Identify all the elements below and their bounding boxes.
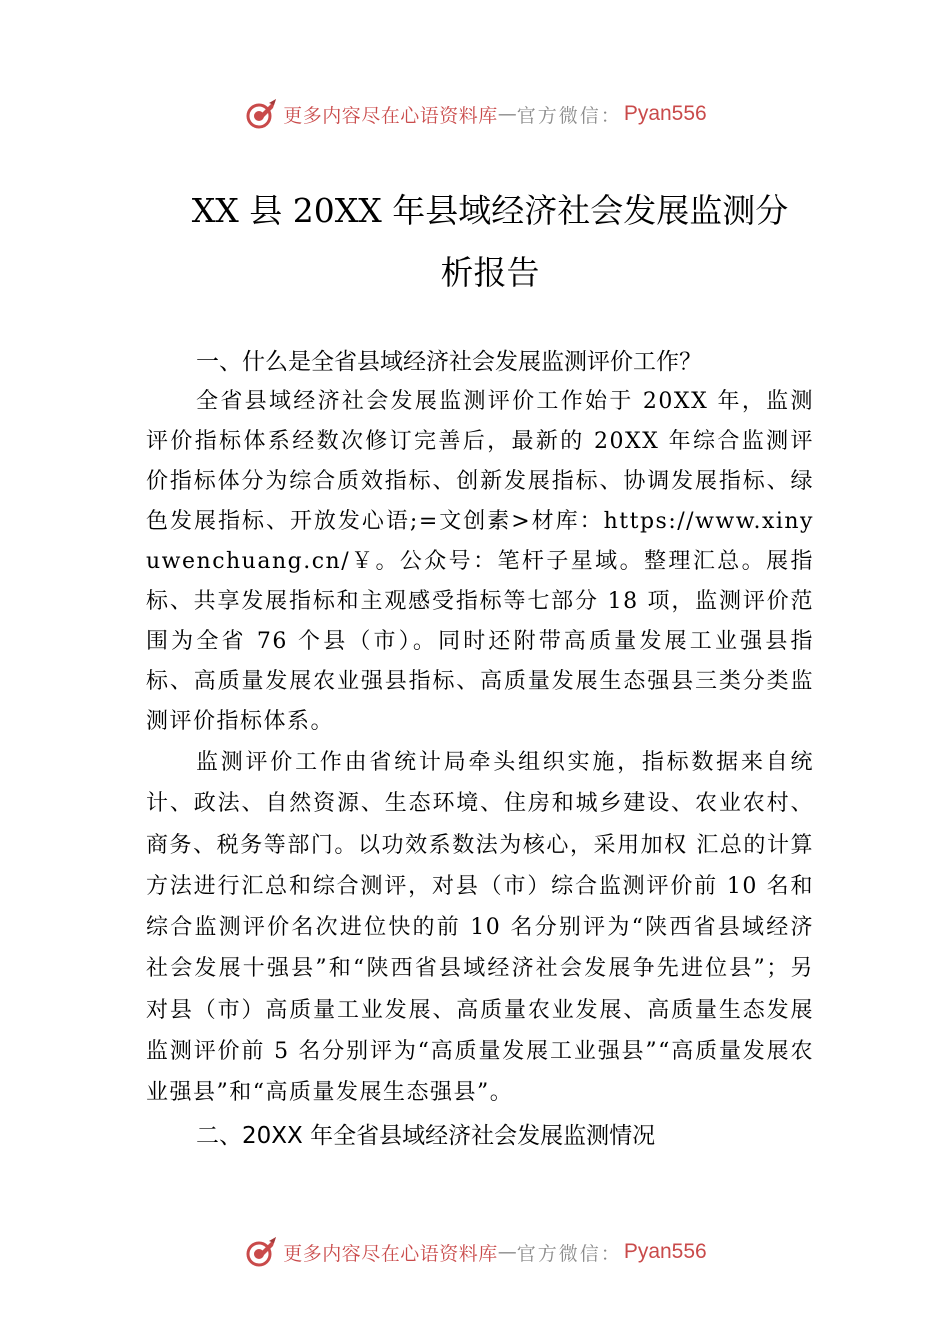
quill-logo-icon [243,1234,279,1270]
section-heading-1: 一、什么是全省县域经济社会发展监测评价工作？ [196,349,702,375]
paragraph-1: 全省县域经济社会发展监测评价工作始于 20XX 年，监测评价指标体系经数次修订完善后，最新的 20XX 年综合监测评价指标体分为综合质效指标、创新发展指标、协调发展指标、绿色发展指标、开放发心语;=文创素>材库：https://www.xinyuwenchuang.cn/￥。公众号：笔杆子星域。整理汇总。展指标、共享发展指标和主观感受指标等七部分 18 项，监测评价范围为全省 76 个县（市）。同时还附带高质量发展工业强县指标、高质量发展农业强县指标、高质量发展生态强县三类分类监测评价指标体系。 [146,389,814,734]
watermark-official-label: 官方微信： [516,104,622,127]
watermark-banner-top [0,94,950,134]
watermark-banner-bottom [0,1232,950,1272]
paragraph-2: 监测评价工作由省统计局牵头组织实施，指标数据来自统计、政法、自然资源、生态环境、住房和城乡建设、农业农村、商务、税务等部门。以功效系数法为核心，采用加权 汇总的计算方法进行汇总和综合测评，对县（市）综合监测评价前 10 名和综合监测评价名次进位快的前 10 名分别评为“陕西省县域经济社会发展十强县”和“陕西省县域经济社会发展争先进位县”；另对县（市）高质量工业发展、高质量农业发展、高质量生态发展监测评价前 5 名分别评为“高质量发展工业强县”“高质量发展农业强县”和“高质量发展生态强县”。 [146,750,814,1106]
watermark-separator: — [497,103,517,125]
title-line-1: XX 县 20XX 年县域经济社会发展监测分 [191,191,789,230]
watermark-main-text: 更多内容尽在心语资料库 [283,1242,498,1265]
title-line-2: 析报告 [440,253,540,292]
watermark-wechat-id: Pyan556 [623,102,707,125]
section-heading-2: 二、20XX 年全省县域经济社会发展监测情况 [196,1122,656,1149]
watermark-official-label: 官方微信： [516,1242,622,1265]
watermark-wechat-id: Pyan556 [623,1240,707,1263]
watermark-separator: — [497,1241,517,1263]
document-body [146,342,814,1156]
quill-logo-icon [243,96,279,132]
document-title [120,180,860,304]
watermark-main-text: 更多内容尽在心语资料库 [283,104,498,127]
